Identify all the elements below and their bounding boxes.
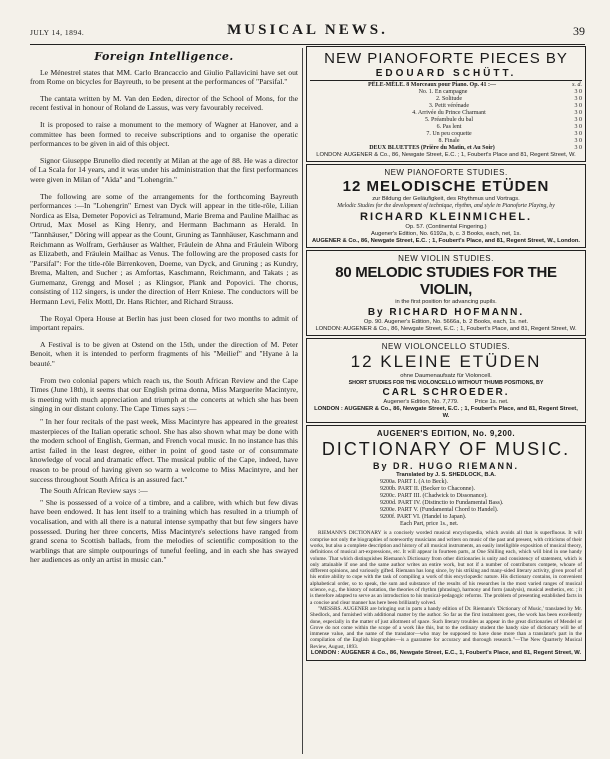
piece-price: 3 0: [574, 138, 582, 144]
piece-price: 3 0: [574, 131, 582, 137]
publisher-line: LONDON : AUGENER & Co., 86, Newgate Street, E.C., 1, Foubert's Place, and 81, Regent Street, W.: [310, 650, 582, 657]
paragraph: From two colonial papers which reach us, the South African Review and the Cape Times (June 18th), it seems that our English prima donna, Miss Marguerite Macintyre, is meeting with much appreciation and triumph at the concerts at which she has been singing in our distant colony. The Cape Times says :—: [30, 375, 298, 414]
ad-kicker: NEW VIOLIN STUDIES.: [398, 254, 494, 263]
ad-subtitle: zur Bildung der Geläufigkeit, des Rhythmus und Vortrags.: [372, 196, 520, 202]
ad-edition: Augener's Edition, No. 7,779. Price 1s. net.: [383, 399, 509, 406]
ad-author: RICHARD KLEINMICHEL.: [360, 211, 532, 223]
ad-kicker: NEW PIANOFORTE STUDIES.: [384, 168, 508, 177]
column-divider: [302, 48, 303, 754]
list-item: 9200b. PART II. (Becker to Chaconne).: [380, 486, 475, 493]
list-item: [310, 110, 582, 117]
bluettes-price: 3 0: [574, 145, 582, 151]
ad-kicker: NEW VIOLONCELLO STUDIES.: [381, 342, 511, 351]
list-item: [310, 96, 582, 103]
ad-subtitle-english: Melodic Studies for the development of technique, rhythm, and style in Pianoforte Playing, by: [337, 203, 555, 209]
ad-title: 12 KLEINE ETÜDEN: [350, 352, 542, 371]
ad-composer: EDOUARD SCHÜTT.: [375, 68, 517, 79]
list-item: [310, 89, 582, 96]
paragraph: A Festival is to be given at Ostend on the 15th, under the direction of M. Peter Benoit, when it is intended to perform fragments of his "Meilief" and "Hyane à la beauté.": [30, 339, 298, 369]
list-item: [310, 145, 582, 152]
ad-author: By DR. HUGO RIEMANN.: [372, 461, 519, 472]
paragraph: Le Ménestrel states that MM. Carlo Brancaccio and Giulio Pallavicini have set out from Rome on bicycles for Bayreuth, to be present at the performances of "Parsifal.": [30, 67, 298, 87]
page-number: 39: [573, 24, 585, 38]
publisher-line: LONDON: AUGENER & Co., 86, Newgate Street, E.C. ; 1, Foubert's Place, and 81, Regent Street, W.: [315, 326, 577, 332]
ad-title: DICTIONARY OF MUSIC.: [321, 439, 571, 460]
ad-kicker: AUGENER'S EDITION, No. 9,200.: [376, 429, 516, 439]
section-title: Foreign Intelligence.: [94, 50, 234, 63]
bluettes-label: DEUX BLUETTES (Prière du Matin, et Au Soir): [369, 145, 495, 151]
list-item: Each Part, price 1s., net.: [400, 521, 459, 528]
ad-edition: Op. 90. Augener's Edition, No. 5666a, b. 2 Books, each, 1s. net.: [363, 319, 529, 325]
paragraph: The Royal Opera House at Berlin has just been closed for two months to admit of important repairs.: [30, 313, 298, 333]
piece-price: 3 0: [574, 103, 582, 109]
list-item: [310, 138, 582, 145]
ad-schutt-pieces: [306, 46, 586, 162]
ad-title: 12 MELODISCHE ETÜDEN: [342, 178, 550, 195]
ad-edition: Augener's Edition, No. 6192a, b, c. 3 Books, each, net, 1s.: [371, 231, 521, 237]
ad-author: By RICHARD HOFMANN.: [367, 307, 525, 318]
ad-schroeder-violoncello: [306, 338, 586, 423]
publisher-line: LONDON : AUGENER & Co., 86, Newgate Street, E.C. ; 1, Foubert's Place, and 81, Regent Street, W.: [314, 406, 578, 420]
ad-title: NEW PIANOFORTE PIECES BY: [324, 50, 568, 67]
ad-subtitle: in the first position for advancing pupils.: [395, 299, 497, 305]
piece-label: 6. Pas lent: [436, 124, 462, 130]
piece-label: 5. Préambule du bal: [425, 117, 473, 123]
pieces-table: [310, 82, 582, 152]
piece-label: 8. Finale: [438, 138, 460, 144]
paragraph: The cantata written by M. Van den Eeden, director of the School of Mons, for the recent festival in honour of Roland de Lassus, was very favourably received.: [30, 93, 298, 113]
ad-title: 80 MELODIC STUDIES FOR THE VIOLIN,: [335, 264, 557, 298]
paragraph: Signor Giuseppe Brunello died recently at Milan at the age of 88. He was a director of La Scala for 14 years, and it was under his administration that the first performances were given in Milan of "Aïda" and "Lohengrin.": [30, 155, 298, 184]
cape-times-quote: " In her four recitals of the past week, Miss Macintyre has appeared in the greatest masterpieces of the Italian operatic school. She has also shown what may be done with the modern school of English, German, and French vocal music. In no instance has this artist failed in the least degree, either in point of good taste or of consummate knowledge of vocal and dramatic effect. The musical public of the Cape, indeed, have reason to be proud of having given so warm a welcome to Miss Macintyre, and her success throughout South Africa is an assured fact.": [30, 417, 298, 484]
piece-price: 3 0: [574, 124, 582, 130]
page-header: [30, 22, 585, 45]
list-item: [310, 124, 582, 131]
ad-subtitle: ohne Daumenaufsatz für Violoncell.: [400, 373, 492, 379]
ad-author: CARL SCHROEDER.: [382, 387, 510, 399]
piece-price: 3 0: [574, 110, 582, 116]
ad-kleinmichel-studies: [306, 164, 586, 248]
foreign-intelligence-column: [30, 50, 298, 572]
review-intro: The South African Review says :—: [40, 486, 148, 496]
piece-label: 7. Un peu coquette: [426, 131, 472, 137]
ad-translator: Translated by J. S. SHEDLOCK, B.A.: [396, 472, 496, 479]
piece-label: 4. Arrivée du Prince Charmant: [412, 110, 486, 116]
rule: [310, 80, 582, 81]
issue-date: JULY 14, 1894.: [30, 28, 85, 37]
list-item: 9200a. PART I. (A to Beck).: [380, 479, 448, 486]
list-item: 9200d. PART IV. (Distinctio to Fundamental Bass).: [380, 500, 504, 507]
south-african-review-quote: " She is possessed of a voice of a timbre, and a calibre, with which but few divas have been endowed. It has lent itself to a training which has resulted in a triumph of vocalisation, and with all there is a natural intense sympathy that but few singers have possessed. During her three concerts, Miss Macintyre's selections have ranged from grand scena to Scottish ballads, from the melodies of scientific composition to the warblings that are simple outpourings of tuneful feeling, and in each she has swayed her audiences as only an artist in music can.": [30, 497, 298, 565]
list-item: 9200e. PART V. (Fundamental Chord to Handel).: [380, 507, 499, 514]
dictionary-review: "MESSRS. AUGENER are bringing out in parts a handy edition of Dr. Riemann's 'Dictionary of Music,' translated by Mr. Shedlock, and furnished with additional matter by the author. So far as the first instalment goes, the work has been excellently done, especially in the matter of just allotment of space. Such literary troubles as appear in the great dictionaries of Mendel or Grove do not come within the scope of a work like this, but to the ordinary student the handy size of dictionary will be of immense value, and the name of the translator—who may be supposed to have done more than a translator's part in the compilation of the English biographies—is a guarantee for accuracy and thorough research."—The New Quarterly Musical Review, August, 1893.: [310, 605, 582, 650]
piece-price: 3 0: [574, 117, 582, 123]
ad-opus: Op. 57. (Continental Fingering.): [405, 224, 487, 230]
paragraph: It is proposed to raise a monument to the memory of Wagner at Hanover, and a committee has been formed to receive subscriptions and to organise the operatic performances to be given in aid of this object.: [30, 119, 298, 149]
opus-line: PÊLE-MÊLE. 8 Morceaux pour Piano. Op. 41 :—: [367, 82, 497, 88]
list-item: 9200f. PART VI. (Handel to Japan).: [380, 514, 467, 521]
currency-header: s. d.: [572, 82, 582, 88]
piece-label: 3. Petit vérénade: [428, 103, 470, 109]
ad-riemann-dictionary: [306, 425, 586, 661]
piece-price: 3 0: [574, 89, 582, 95]
newspaper-title: MUSICAL NEWS.: [227, 22, 388, 38]
dictionary-description: RIEMANN'S DICTIONARY is a concisely worded musical encyclopædia, which avoids all that is superfluous. It will comprise not only the biographies of noteworthy musicians and writers on music of the past and present, with criticisms of their works, but also a complete description and history of all musical instruments, an easily intelligible exposition of musical theory, definitions of musical art-expressions, etc. It will appear in fourteen parts, at One Shilling each, which will bind in one handy volume. That which distinguishes Riemann's Dictionary from other dictionaries is unity and consistency of statement, which is only attainable if one and the same author writes an entire work, but not if a number of contributors compete, whoare of different opinions, and variously gifted. Riemann has long since, by his striking and many-sided literary activity, given proof of his entire ability to cope with the task of compiling a work of this encyclopædic nature. His dictionary contains, in convenient alphabetical order, so to speak, the sum and substance of the results of his researches in the most varied ranges of musical science, e.g., the history of notation, the theories of rhythm (phrasing), harmony and form (analysis), musical æsthetics, etc. ; it is therefore adapted to serve as an introduction to his musical-pedagogic reforms. The problem of presenting established facts in a concise and clear manner has here been brilliantly solved.: [310, 530, 582, 606]
advertisements-column: [306, 46, 586, 663]
piece-price: 3 0: [574, 96, 582, 102]
list-item: [310, 103, 582, 110]
list-item: [310, 131, 582, 138]
list-item: [310, 117, 582, 124]
piece-label: 2. Solitude: [435, 96, 462, 102]
list-item: 9200c. PART III. (Chadwick to Dissonance).: [380, 493, 488, 500]
ad-hofmann-violin: [306, 250, 586, 336]
publisher-line: LONDON: AUGENER & Co., 86, Newgate Street, E.C. ; 1, Foubert's Place and 81, Regent Street, W.: [316, 152, 576, 158]
paragraph: The following are some of the arrangements for the forthcoming Bayreuth performances :—In "Lohengrin" Ernest van Dyck will appear in the title-rôle, Lilian Nordica as Elsa, Demeter Popovici as Telramund, Marie Brema and Pauline Mailhac as Ortrud, Max Mosel as King Henry, and Hermann Bachmann as Herald. In "Tannhäuser," Döring will appear as the Count, Gruning as Tannhäuser, Kaschmann and Reichmann as Wolfram, Gerhäuser as Walther, Fräulein de Ahna and Fräulein Wiborg as Elizabeth, and Fräulein Mailhac as Venus. The following are the proposed casts for "Parsifal": For the title-rôle Birrenkoven, Doeme, van Dyck, and Gruning ; as Kundry, Brema, Malten, and Sucher ; as Amfortas, Kaschmann, Reichmann, and Takats ; as Gurnemanz, Grengg and Mosel ; as Klingsor, Plank and Popovici. The chorus, consisting of 112 singers, is under the direction of Herr Kniese. The conductors will be Hermann Levi, Felix Mottl, Dr. Hans Richter, and Richard Strauss.: [30, 191, 298, 307]
parts-list: [380, 479, 582, 528]
piece-label: No. 1. En campagne: [418, 89, 468, 95]
publisher-line: AUGENER & Co., 86, Newgate Street, E.C. ; 1, Foubert's Place, and 81, Regent Street, W., London.: [311, 238, 581, 244]
ad-subtitle-english: SHORT STUDIES FOR THE VIOLONCELLO WITHOUT THUMB POSITIONS, BY: [348, 380, 544, 386]
